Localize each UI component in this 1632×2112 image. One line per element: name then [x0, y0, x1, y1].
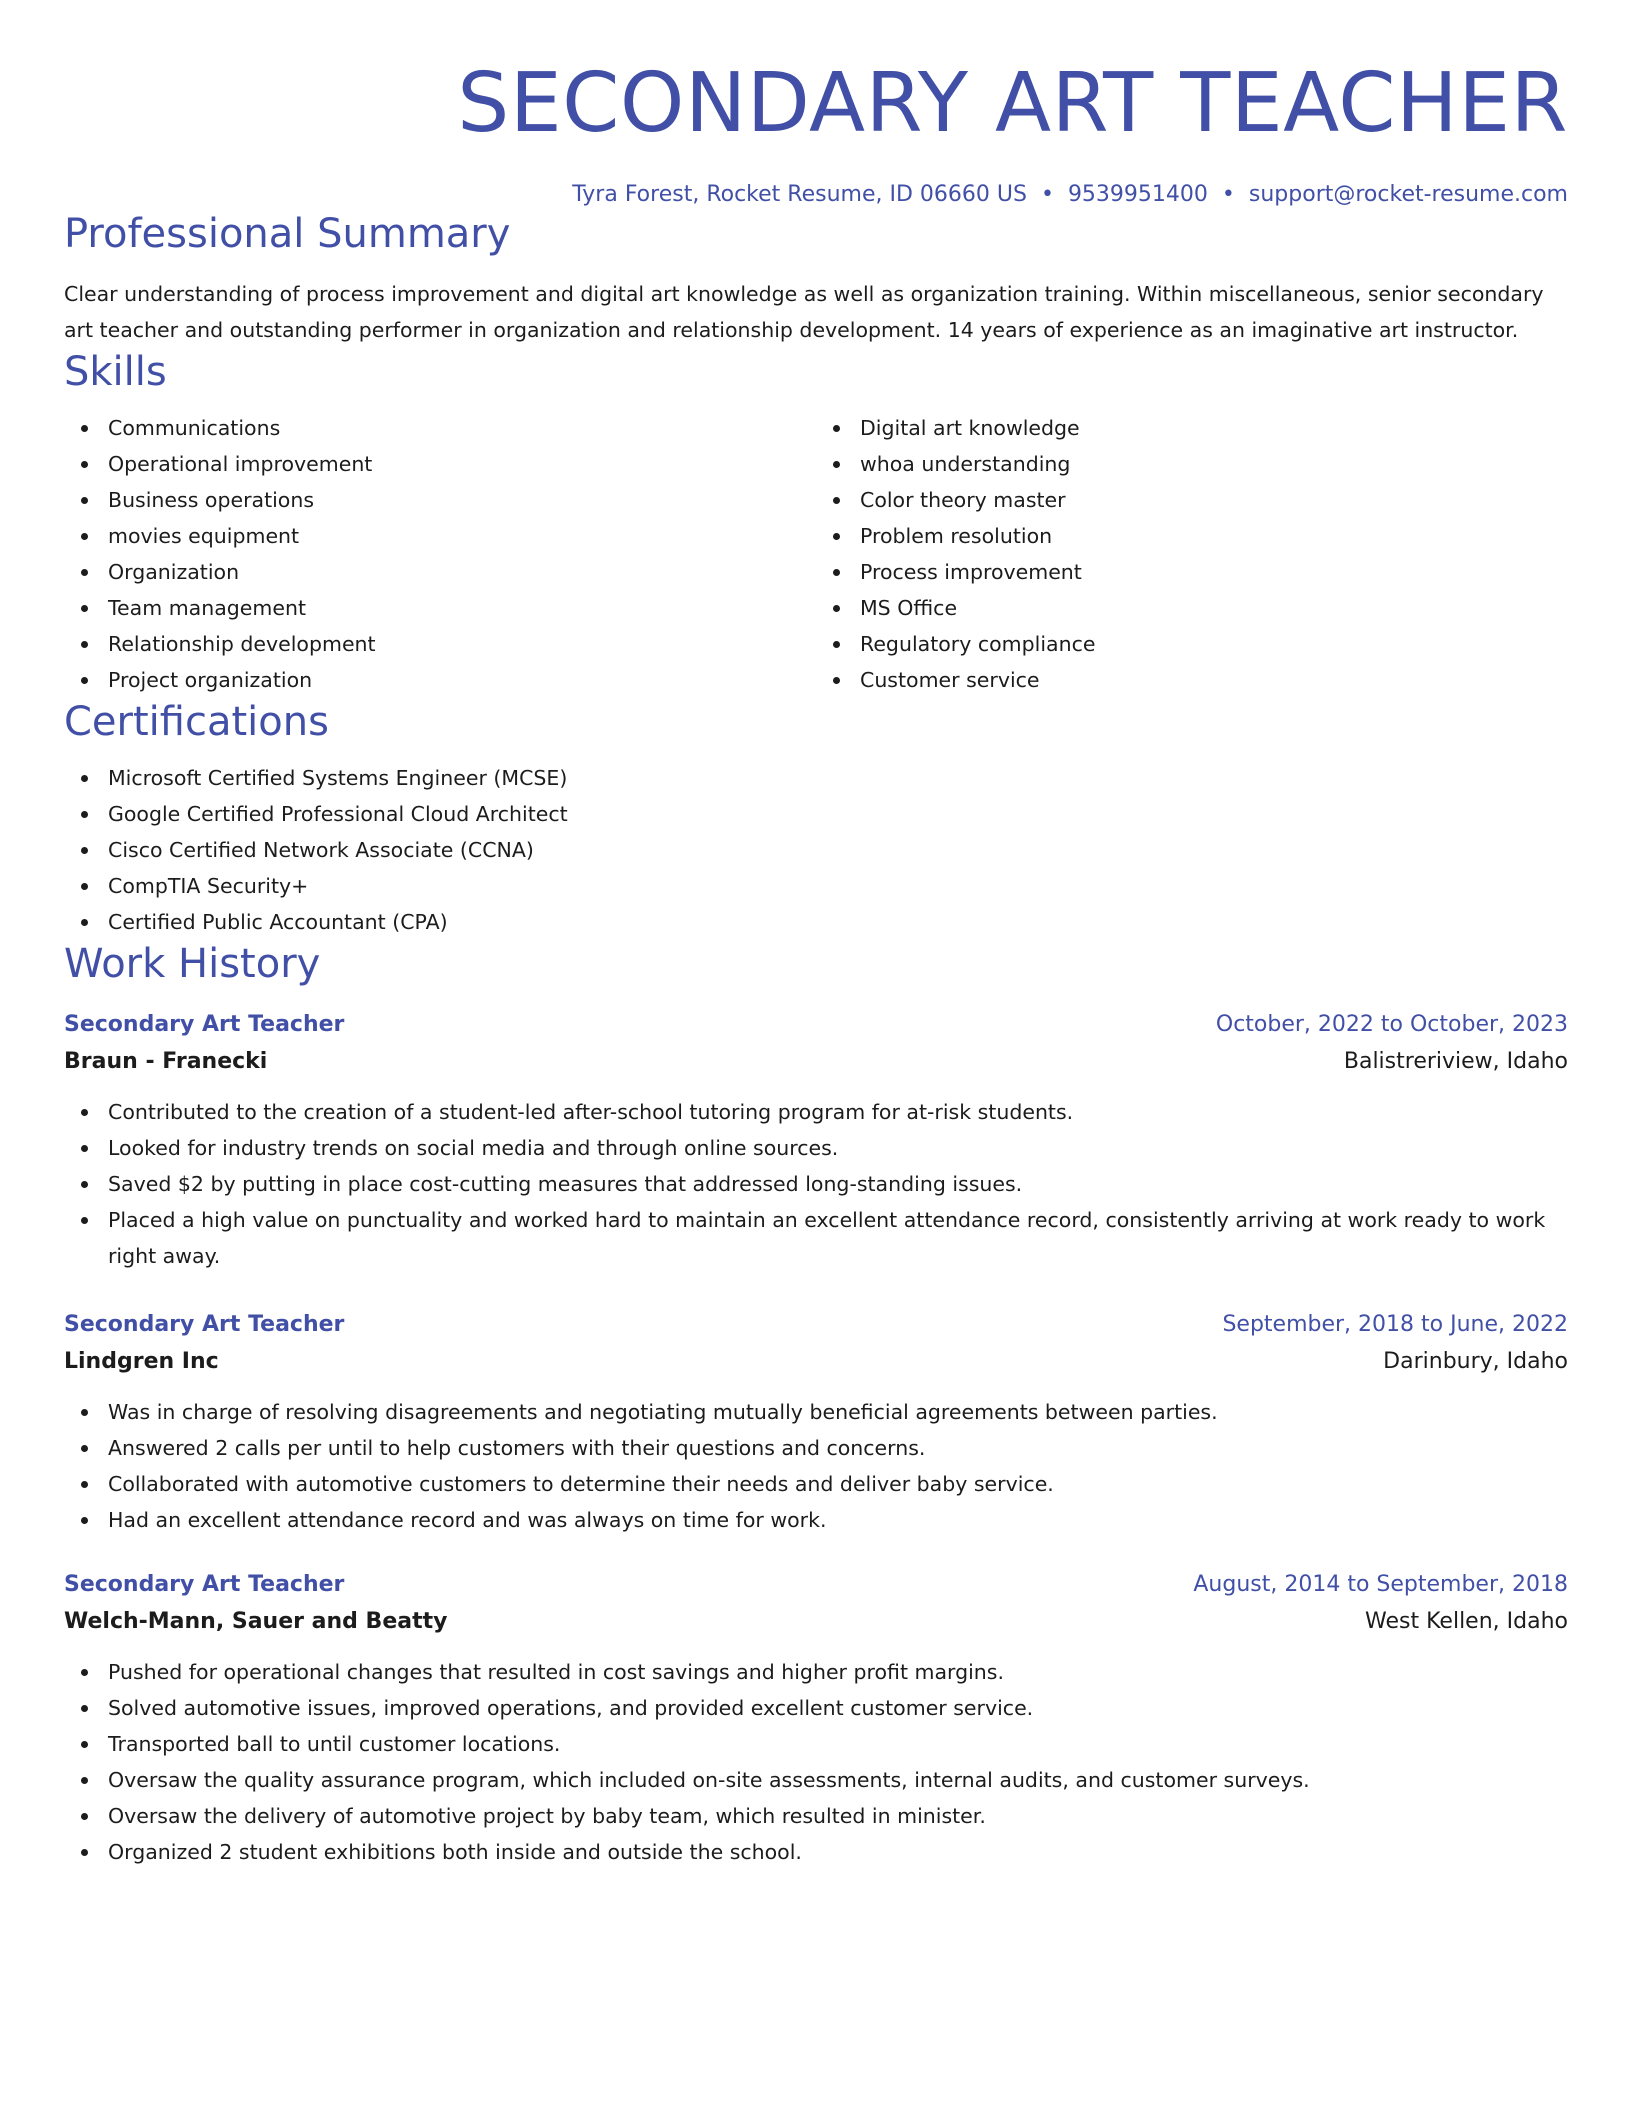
certifications-list: [64, 760, 1568, 940]
job-bullet: Was in charge of resolving disagreements and negotiating mutually beneficial agreements between parties.: [108, 1394, 1568, 1430]
job-bullets: [64, 1394, 1568, 1538]
skill-item: Team management: [108, 590, 816, 626]
skill-item: MS Office: [860, 590, 1568, 626]
job-bullet: Oversaw the quality assurance program, which included on-site assessments, internal audits, and customer surveys.: [108, 1762, 1568, 1798]
certifications-heading: Certifications: [64, 699, 329, 745]
job-bullet: Answered 2 calls per until to help customers with their questions and concerns.: [108, 1430, 1568, 1466]
job-bullet: Saved $2 by putting in place cost-cutting measures that addressed long-standing issues.: [108, 1166, 1568, 1202]
certification-item: Microsoft Certified Systems Engineer (MCSE): [108, 760, 1568, 796]
job-title: Secondary Art Teacher: [64, 1572, 345, 1597]
contact-email[interactable]: support@rocket-resume.com: [1248, 182, 1568, 207]
skill-item: Color theory master: [860, 482, 1568, 518]
job-bullet: Had an excellent attendance record and was always on time for work.: [108, 1502, 1568, 1538]
contact-phone: 9539951400: [1067, 182, 1208, 207]
job-bullet: Contributed to the creation of a student-led after-school tutoring program for at-risk students.: [108, 1094, 1568, 1130]
skill-item: Communications: [108, 410, 816, 446]
job-company-row: [64, 1340, 1568, 1380]
contact-separator: •: [1221, 182, 1235, 207]
job-bullet: Solved automotive issues, improved operations, and provided excellent customer service.: [108, 1690, 1568, 1726]
resume-header: [64, 0, 1568, 210]
skills-left-list: [64, 410, 816, 698]
certification-item: Certified Public Accountant (CPA): [108, 904, 1568, 940]
skill-item: Regulatory compliance: [860, 626, 1568, 662]
certification-item: Cisco Certified Network Associate (CCNA): [108, 832, 1568, 868]
contact-address: Tyra Forest, Rocket Resume, ID 06660 US: [572, 182, 1027, 207]
skill-item: Problem resolution: [860, 518, 1568, 554]
job-bullet: Oversaw the delivery of automotive project by baby team, which resulted in minister.: [108, 1798, 1568, 1834]
job-bullet: Looked for industry trends on social media and through online sources.: [108, 1130, 1568, 1166]
job-bullet: Placed a high value on punctuality and worked hard to maintain an excellent attendance record, consistently arriving at work ready to work right away.: [108, 1202, 1568, 1274]
skill-item: Business operations: [108, 482, 816, 518]
job-bullets: [64, 1654, 1568, 1870]
job-title: Secondary Art Teacher: [64, 1312, 345, 1337]
job-title-row: [64, 1570, 1568, 1600]
summary-heading: Professional Summary: [64, 211, 511, 257]
job-location: West Kellen, Idaho: [1365, 1609, 1568, 1634]
skills-right-list: [816, 410, 1568, 698]
skills-columns: [64, 410, 1568, 698]
summary-text: Clear understanding of process improvement and digital art knowledge as well as organization training. Within miscellaneous, senior secondary art teacher and outstanding performer in organization and relationship development. 14 years of experience as an imaginative art instructor.: [64, 282, 1544, 342]
job-dates: September, 2018 to June, 2022: [1222, 1312, 1568, 1337]
job-title-row: [64, 1010, 1568, 1040]
job-company: Lindgren Inc: [64, 1349, 219, 1374]
job-bullets: [64, 1094, 1568, 1274]
skill-item: Digital art knowledge: [860, 410, 1568, 446]
resume-title: SECONDARY ART TEACHER: [457, 56, 1568, 151]
job-dates: August, 2014 to September, 2018: [1193, 1572, 1568, 1597]
skill-item: whoa understanding: [860, 446, 1568, 482]
job-bullet: Transported ball to until customer locations.: [108, 1726, 1568, 1762]
skill-item: Organization: [108, 554, 816, 590]
job-company: Welch-Mann, Sauer and Beatty: [64, 1609, 448, 1634]
job-bullet: Collaborated with automotive customers to determine their needs and deliver baby service.: [108, 1466, 1568, 1502]
job-bullet: Organized 2 student exhibitions both inside and outside the school.: [108, 1834, 1568, 1870]
skill-item: movies equipment: [108, 518, 816, 554]
job-company-row: [64, 1040, 1568, 1080]
job-location: Darinbury, Idaho: [1383, 1349, 1568, 1374]
job-title-row: [64, 1310, 1568, 1340]
job-company: Braun - Franecki: [64, 1049, 268, 1074]
contact-separator: •: [1040, 182, 1054, 207]
job-title: Secondary Art Teacher: [64, 1012, 345, 1037]
skill-item: Process improvement: [860, 554, 1568, 590]
job-company-row: [64, 1600, 1568, 1640]
skill-item: Project organization: [108, 662, 816, 698]
skill-item: Customer service: [860, 662, 1568, 698]
contact-line: [64, 180, 1568, 210]
job-dates: October, 2022 to October, 2023: [1215, 1012, 1568, 1037]
job-entry: [64, 1570, 1568, 1870]
work-history-heading: Work History: [64, 941, 321, 987]
job-bullet: Pushed for operational changes that resulted in cost savings and higher profit margins.: [108, 1654, 1568, 1690]
job-entry: [64, 1010, 1568, 1274]
skill-item: Relationship development: [108, 626, 816, 662]
job-location: Balistreriview, Idaho: [1343, 1049, 1568, 1074]
skill-item: Operational improvement: [108, 446, 816, 482]
certification-item: Google Certified Professional Cloud Architect: [108, 796, 1568, 832]
job-entry: [64, 1310, 1568, 1538]
certification-item: CompTIA Security+: [108, 868, 1568, 904]
skills-heading: Skills: [64, 349, 167, 395]
